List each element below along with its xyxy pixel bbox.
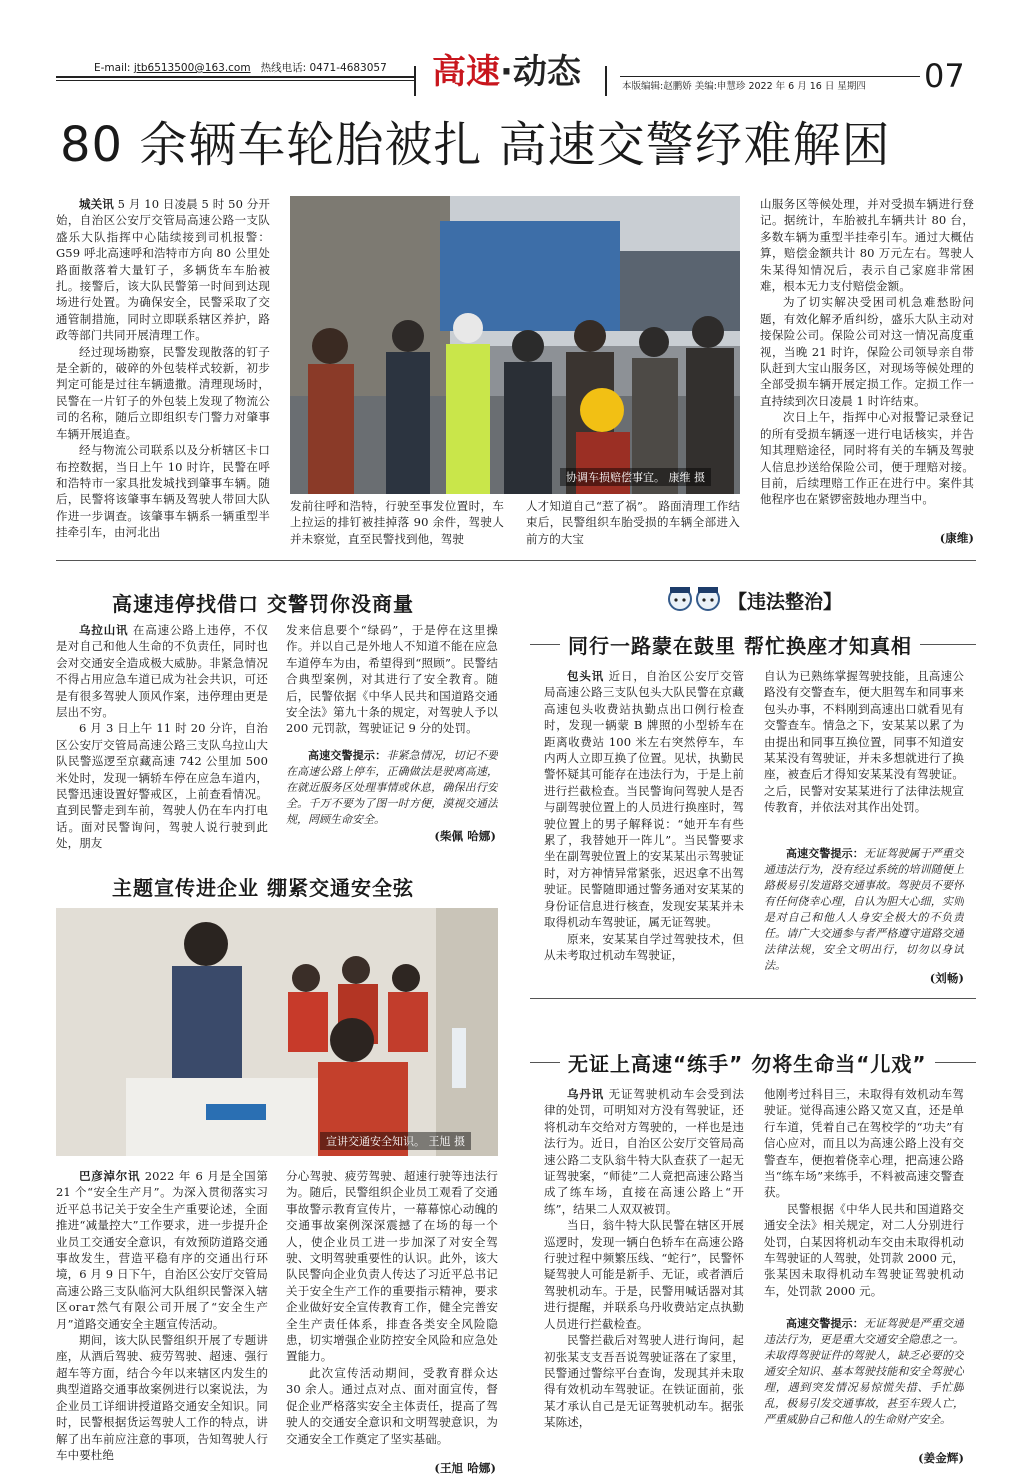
unlicensed-headline: 无证上高速“练手” 勿将生命当“儿戏” [560,1048,935,1077]
lead-headline: 80 余辆车轮胎被扎 高速交警纾难解困 [60,117,891,173]
enterprise-photo-illustration [56,908,498,1156]
enterprise-para-2: 期间，该大队民警组织开展了专题讲座，从酒后驾驶、疲劳驾驶、超速、强行超车等方面，结合今年以来辖区内发生的典型道路交通事故案例进行以案说法，为企业员工详细讲授道路交通安全知识。同时，民警根据货运驾驶人工作的特点，讲解了出车前应注意的事项，告知驾驶人行车中要杜绝 [56,1333,268,1462]
parking-tip-label: 高速交警提示： [308,749,387,762]
page-number: 07 [924,57,965,95]
enterprise-col-2-para-2: 此次宣传活动期间，受教育群众达 30 余人。通过点对点、面对面宣传，督促企业严格落实安全主体责任，提高了驾驶人的交通安全意识和文明驾驶意识，为交通安全工作奠定了坚实基础。 [286,1365,498,1446]
seat-tip-label: 高速交警提示： [786,847,864,860]
hotline-label: 热线电话: [260,62,307,74]
parking-col-2-text: 发来信息要个“绿码”，于是停在这里操作。并以自己是外地人不知道不能在应急车道停车为由，希望得到“照顾”。民警结合典型案例，对其进行了安全教育。随后，民警依据《中华人民共和国道路交通安全法》第九十条的规定，对驾驶人予以 200 元罚款，驾驶证记 9 分的处罚。 [286,623,498,736]
enterprise-photo-caption: 宣讲交通安全知识。 王旭 摄 [320,1132,471,1150]
masthead-bar-left [414,66,416,96]
seat-signature: (刘畅) [929,971,964,985]
parking-tip-text: 非紧急情况，切记不要在高速公路上停车，正确做法是驶离高速，在就近服务区处理事情或休息，确保出行安全。千万不要为了图一时方便，漠视交通法规，罔顾生命安全。 [286,749,498,826]
police-mascot-icon [664,583,726,617]
seat-para-1: 近日，自治区公安厅交管局高速公路三支队包头大队民警在京藏高速包头收费站执勤点出口例行检查时，发现一辆蒙 B 牌照的小型轿车在距离收费站 100 米左右突然停车，车内两人立即互换了位置。见状，执勤民警怀疑其可能存在违法行为，于是上前进行拦截检查。当民警询问驾驶人是否与副驾驶位置上的人员进行换座时，驾驶位置上的男子解释说：“她开车有些累了，我替她开一阵儿”。当民警要求坐在副驾驶位置上的安某某出示驾驶证时，对方神情异常紧张，迟迟拿不出驾驶证。民警随即通过警务通对安某某的身份证信息进行核查，发现安某某并未取得机动车驾驶证，属无证驾驶。 [544,669,744,930]
hotline-number: 0471-4683057 [309,62,387,74]
lead-para-2: 经过现场勘察，民警发现散落的钉子是全新的，破碎的外包装样式较新，初步判定可能是过往车辆遗撒。清理现场时，民警在一片钉子的外包装上发现了物流公司的名称，随后立即组织专门警力对肇事车辆开展追查。 [56,344,270,441]
masthead-contact [94,60,387,75]
unlicensed-para-1: 无证驾驶机动车会受到法律的处罚，可明知对方没有驾驶证，还将机动车交给对方驾驶的，一样也是违法行为。近日，自治区公安厅交管局高速公路二支队翁牛特大队查获了一起无证驾驶案，“师徒”二人竟把高速公路当成了练车场，直接在高速公路上“开练”，结果二人双双被罚。 [544,1087,744,1216]
enterprise-dateline: 巴彦淖尔讯 [79,1169,141,1183]
lead-para-3: 经与物流公司联系以及分析辖区卡口布控数据，当日上午 10 时许，民警在呼和浩特市一家具批发城找到肇事车辆。随后，民警将该肇事车辆及驾驶人带回大队作进一步调查。该肇事车辆系一辆重型半挂牵引车，由河北出 [56,443,270,540]
lead-signature: (康维) [939,531,974,545]
enterprise-col-2 [286,1168,498,1460]
unlicensed-tip [764,1316,964,1462]
email-link[interactable]: jtb6513500@163.com [133,62,251,74]
section-title-a: 高速 [432,52,500,92]
lead-col-1 [56,196,270,546]
enterprise-col-1 [56,1168,268,1478]
section-title [432,52,581,92]
email-label: E-mail: [94,62,131,74]
masthead-bar-right [605,66,607,96]
unlicensed-col-1 [544,1086,744,1462]
parking-para-1: 在高速公路上违停，不仅是对自己和他人生命的不负责任，同时也会对交通安全造成极大威胁。非紧急情况不得占用应急车道已成为社会共识，可还是有很多驾驶人顶风作案，违停理由更是层出不穷。 [56,623,268,720]
enterprise-photo [56,908,498,1156]
enterprise-headline: 主题宣传进企业 绷紧交通安全弦 [112,876,414,900]
lead-col-4-para-3: 次日上午，指挥中心对报警记录登记的所有受损车辆逐一进行电话核实，并告知其理赔途径，同时将有关的车辆及驾驶人信息抄送给保险公司，便于理赔对接。目前，后续理赔工作正在进行中。案件其他程序也在紧锣密鼓地办理当中。 [760,410,974,507]
seat-para-2: 原来，安某某自学过驾驶技术，但从未考取过机动车驾驶证， [544,931,744,962]
unlicensed-para-2: 当日，翁牛特大队民警在辖区开展巡逻时，发现一辆白色轿车在高速公路行驶过程中频繁压线、“蛇行”，民警怀疑驾驶人可能是新手、无证，或者酒后驾驶机动车。于是，民警用喊话器对其进行提醒，并联系乌丹收费站定点执勤人员进行拦截检查。 [544,1218,744,1331]
enterprise-col-2-para-1: 分心驾驶、疲劳驾驶、超速行驶等违法行为。随后，民警组织企业员工观看了交通事故警示教育宣传片，一幕幕惊心动魄的交通事故案例深深震撼了在场的每一个人，使企业员工进一步加深了对安全驾驶、文明驾驶重要性的认识。此外，该大队民警向企业负责人传达了习近平总书记关于安全生产工作的重要指示精神，要求企业做好安全宣传教育工作，健全完善安全生产责任体系，排查各类安全风险隐患，切实增强企业防控安全风险和应急处置能力。 [286,1169,498,1364]
seat-tip-text: 无证驾驶属于严重交通违法行为，没有经过系统的培训随便上路极易引发道路交通事故。驾驶员不要怀有任何侥幸心理，自认为胆大心细，实则是对自己和他人人身安全极大的不负责任。请广大交通参与者严格遵守道路交通法律法规，安全文明出行，切勿以身试法。 [764,847,964,972]
parking-dateline: 乌拉山讯 [79,623,129,637]
unlicensed-signature: (姜金辉) [918,1451,964,1465]
lead-col-4-para-2: 为了切实解决受困司机急难愁盼问题，有效化解矛盾纠纷，盛乐大队主动对接保险公司。保险公司对这一情况高度重视，当晚 21 时许，保险公司领导亲自带队赶到大宝山服务区，对现场等候处理的全部受损车辆开展定损工作。定损工作一直持续到次日凌晨 1 时许结束。 [760,295,974,408]
lead-photo-illustration [290,196,740,494]
seat-tip [764,846,964,986]
parking-signature: (柴佩 哈娜) [434,829,496,843]
lead-para-1: 5 月 10 日凌晨 5 时 50 分开始，自治区公安厅交管局高速公路一支队盛乐大队指挥中心陆续接到司机报警：G59 呼北高速呼和浩特市方向 80 公里处路面散落着大量钉子，多辆货车车胎被扎。接警后，该大队民警第一时间到达现场进行处置。为确保安全，民警采取了交通管制措施，同时立即联系辖区养护，路政等部门共同开展清理工作。 [56,197,270,343]
parking-col-2 [286,622,498,742]
enterprise-signature: (王旭 哈娜) [434,1461,496,1475]
unlicensed-dateline: 乌丹讯 [567,1087,605,1101]
unlicensed-tip-text: 无证驾驶是严重交通违法行为，更是重大交通安全隐患之一。未取得驾驶证件的驾驶人，缺乏必要的交通安全知识、基本驾驶技能和安全驾驶心理，遇到突发情况易惊慌失措、手忙脚乱，极易引发交通事故，甚至车毁人亡，严重威胁自己和他人的生命财产安全。 [764,1317,964,1426]
masthead-editors: 本版编辑:赵鹏娇 美编:申慧珍 2022 年 6 月 16 日 星期四 [622,81,866,92]
lead-col-4 [760,196,974,530]
lead-col-4-para-1: 山服务区等候处理，并对受损车辆进行登记。据统计，车胎被扎车辆共计 80 台，多数车辆为重型半挂牵引车。通过大概估算，赔偿金额共计 80 万元左右。驾驶人朱某得知情况后，表示自己家庭非常困难，根本无力支付赔偿金额。 [760,197,974,294]
section-title-b: 动态 [512,52,581,92]
seat-dateline: 包头讯 [567,669,605,683]
lead-col-3 [526,498,740,548]
lead-photo [290,196,740,494]
enterprise-para-1: 2022 年 6 月是全国第 21 个“安全生产月”。为深入贯彻落实习近平总书记关于安全生产重要论述，全面推进“减量控大”工作要求，进一步提升企业员工交通安全意识，有效预防道路交通事故发生，营造平稳有序的交通出行环境，6 月 9 日下午，自治区公安厅交管局高速公路三支队临河大队组织民警深入辖区огат然气有限公司开展了“安全生产月”道路交通安全主题宣传活动。 [56,1169,268,1331]
seat-headline: 同行一路蒙在鼓里 帮忙换座才知真相 [560,630,920,659]
column-tag-label: 【违法整治】 [728,590,843,613]
seat-col-2-text: 自认为已熟练掌握驾驶技能，且高速公路没有交警查车，便大胆驾车和同事来包头办事，不料刚到高速出口就看见有交警查车。情急之下，安某某以累了为由提出和同事互换位置，同事不知道安某某没有驾驶证，并未多想就进行了换座，被查后才得知安某某没有驾驶证。之后，民警对安某某进行了法律法规宣传教育，并依法对其作出处罚。 [764,669,964,815]
seat-col-2 [764,668,964,844]
masthead-rule-right [620,76,920,77]
masthead-rule-left [56,76,414,78]
unlicensed-tip-label: 高速交警提示： [786,1317,864,1330]
lead-dateline: 城关讯 [79,197,114,211]
parking-col-1 [56,622,268,862]
parking-para-2: 6 月 3 日上午 11 时 20 分许，自治区公安厅交管局高速公路三支队乌拉山大队民警巡逻至京藏高速 742 公里加 500 米处时，发现一辆轿车停在应急车道内，民警迅速设置好警戒区，上前查看情况。直到民警走到车前，驾驶人仍在车内打电话。面对民警询问，驾驶人说行驶到此处，朋友 [56,721,268,851]
section-dot: · [500,52,513,92]
column-tag [664,582,842,618]
unlicensed-para-3: 民警拦截后对驾驶人进行询问，起初张某支支吾吾说驾驶证落在了家里，民警通过警综平台查询，发现其并未取得有效机动车驾驶证。在铁证面前，张某才承认自己是无证驾驶机动车。据张某陈述， [544,1333,744,1430]
lead-photo-caption: 协调车损赔偿事宜。 康维 摄 [560,468,711,486]
lead-col-2-text: 发前往呼和浩特，行驶至事发位置时，车上拉运的排钉被挂掉落 90 余件，驾驶人并未察觉，直至民警找到他，驾驶 [290,499,504,546]
parking-headline: 高速违停找借口 交警罚你没商量 [112,592,414,616]
lead-col-2 [290,498,504,548]
lead-bottom-rule [56,560,976,561]
seat-box-bottom [530,998,976,999]
unlicensed-col-2-para-2: 民警根据《中华人民共和国道路交通安全法》相关规定，对二人分别进行处罚，白某因将机动车交由未取得机动车驾驶证的人驾驶，处罚款 2000 元，张某因未取得机动车驾驶证驾驶机动车，处罚款 2000 元。 [764,1201,964,1298]
seat-col-1 [544,668,744,992]
lead-col-3-text: 人才知道自己“惹了祸”。 路面清理工作结束后，民警组织车胎受损的车辆全部进入前方的大宝 [526,499,740,546]
masthead-rule-left-thin [56,80,414,81]
unlicensed-col-2-para-1: 他刚考过科目三，未取得有效机动车驾驶证。觉得高速公路又宽又直，还是单行车道，凭着自己在驾校学的“功夫”有信心应对，而且以为高速公路上没有交警查车，便抱着侥幸心理，把高速公路当“练车场”来练手，不料被高速交警查获。 [764,1087,964,1200]
unlicensed-col-2 [764,1086,964,1314]
